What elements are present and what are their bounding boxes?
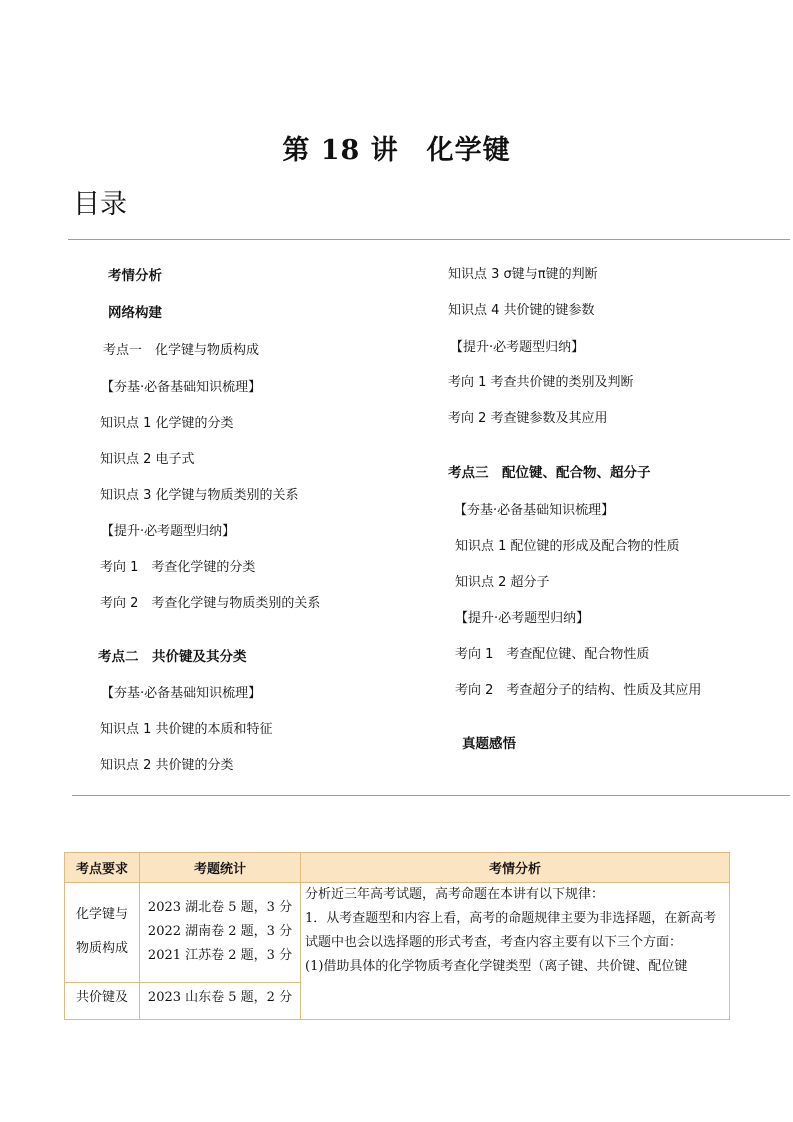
toc-item-improve-1[interactable]: 【提升·必考题型归纳】: [101, 524, 236, 539]
stat-line: 2023 湖北卷 5 题，3 分: [147, 900, 293, 916]
toc-item-basics-1[interactable]: 【夯基·必备基础知识梳理】: [101, 380, 262, 395]
analysis-line: 1．从考查题型和内容上看，高考的命题规律主要为非选择题，在新高考试题中也会以选择题的形式考查，考查内容主要有以下三个方面：: [305, 911, 717, 950]
toc-item-improve-2[interactable]: 【提升·必考题型归纳】: [450, 340, 585, 355]
toc-item-knowledge-1-3[interactable]: 知识点 3 化学键与物质类别的关系: [100, 488, 299, 503]
toc-item-point-3[interactable]: 考点三 配位键、配合物、超分子: [448, 465, 651, 481]
toc-item-knowledge-3-1[interactable]: 知识点 1 配位键的形成及配合物的性质: [455, 539, 680, 554]
toc-item-basics-3[interactable]: 【夯基·必备基础知识梳理】: [454, 503, 615, 518]
stats-cell: 2023 山东卷 5 题，2 分: [140, 982, 301, 1019]
analysis-line: 分析近三年高考试题，高考命题在本讲有以下规律：: [305, 887, 605, 902]
toc-item-knowledge-2-1[interactable]: 知识点 1 共价键的本质和特征: [100, 722, 273, 737]
divider-top: [68, 239, 790, 240]
toc-item-direction-3-1[interactable]: 考向 1 考查配位键、配合物性质: [455, 647, 650, 662]
toc-heading: 目录: [73, 189, 127, 220]
toc-item-network[interactable]: 网络构建: [108, 305, 162, 321]
toc-item-knowledge-2-2[interactable]: 知识点 2 共价键的分类: [100, 758, 234, 773]
topic-cell: 共价键及: [65, 982, 140, 1019]
toc-item-direction-2-2[interactable]: 考向 2 考查键参数及其应用: [448, 411, 608, 426]
table-header-row: [65, 853, 730, 883]
page-title: 第 18 讲 化学键: [282, 135, 511, 166]
header-analysis: 考情分析: [301, 853, 730, 883]
toc-item-real-exam[interactable]: 真题感悟: [462, 736, 516, 752]
stats-cell: [140, 883, 301, 983]
toc-item-knowledge-3-2[interactable]: 知识点 2 超分子: [455, 575, 550, 590]
topic-line: 物质构成: [75, 941, 128, 957]
toc-item-direction-1-1[interactable]: 考向 1 考查化学键的分类: [100, 560, 256, 575]
toc-item-knowledge-1-1[interactable]: 知识点 1 化学键的分类: [100, 416, 234, 431]
toc-item-direction-1-2[interactable]: 考向 2 考查化学键与物质类别的关系: [100, 596, 321, 611]
analysis-line: (1)借助具体的化学物质考查化学键类型（离子键、共价键、配位键: [305, 959, 688, 974]
toc-item-knowledge-1-2[interactable]: 知识点 2 电子式: [100, 452, 195, 467]
topic-line: 化学键与: [75, 907, 128, 923]
header-statistics: 考题统计: [140, 853, 301, 883]
exam-analysis-table: [64, 852, 730, 1020]
topic-cell: [65, 883, 140, 983]
header-requirement: 考点要求: [65, 853, 140, 883]
toc-item-point-2[interactable]: 考点二 共价键及其分类: [98, 649, 247, 665]
toc-item-exam-analysis[interactable]: 考情分析: [108, 268, 162, 284]
toc-item-knowledge-2-4[interactable]: 知识点 4 共价键的键参数: [448, 303, 595, 318]
toc-item-knowledge-2-3[interactable]: 知识点 3 σ键与π键的判断: [448, 267, 598, 282]
toc-item-direction-2-1[interactable]: 考向 1 考查共价键的类别及判断: [448, 375, 634, 390]
analysis-cell: [301, 883, 730, 1020]
toc-item-point-1[interactable]: 考点一 化学键与物质构成: [103, 343, 260, 358]
toc-item-basics-2[interactable]: 【夯基·必备基础知识梳理】: [101, 686, 262, 701]
stat-line: 2021 江苏卷 2 题，3 分: [147, 948, 293, 964]
divider-bottom: [72, 795, 790, 796]
toc-item-direction-3-2[interactable]: 考向 2 考查超分子的结构、性质及其应用: [455, 683, 702, 698]
stat-line: 2022 湖南卷 2 题，3 分: [147, 924, 293, 940]
toc-item-improve-3[interactable]: 【提升·必考题型归纳】: [455, 611, 590, 626]
table-row: [65, 883, 730, 983]
